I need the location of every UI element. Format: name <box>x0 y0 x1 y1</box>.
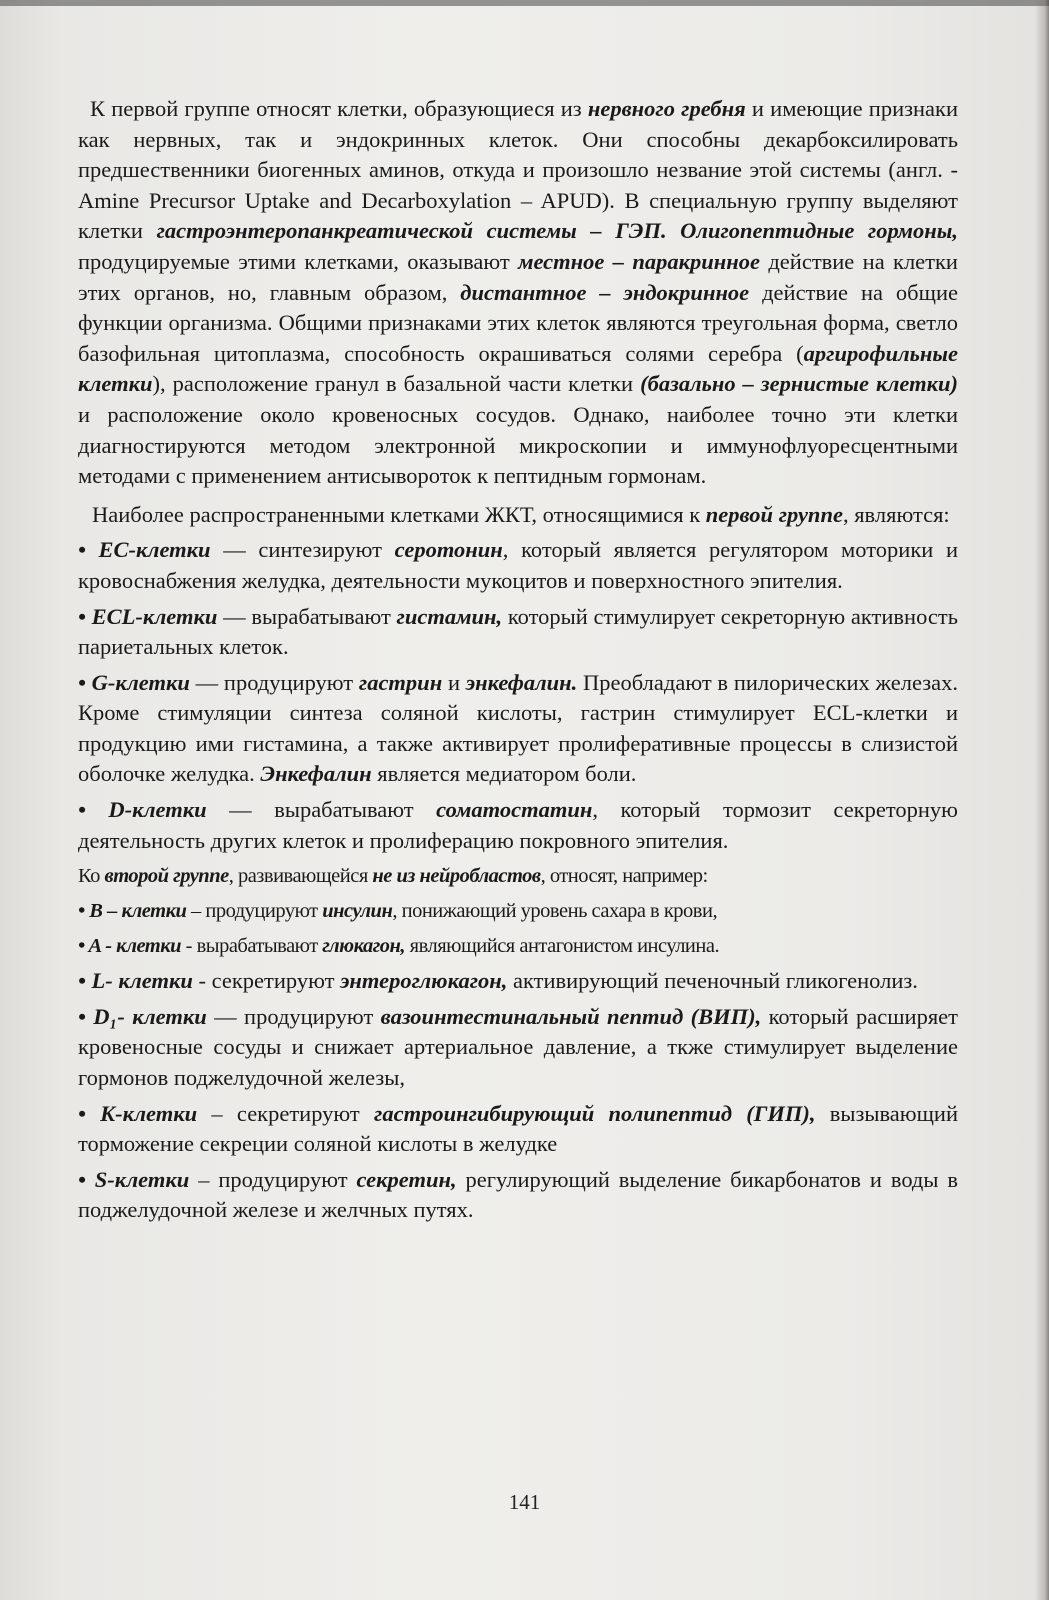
list-item-ec-cells <box>78 535 958 596</box>
list-item-name: • A - клетки <box>78 935 182 958</box>
list-item-name: • L- клетки <box>78 968 193 994</box>
list-item-text: регулирующий выделение бикарбонатов и воды в поджелудочной железе и желчных путях. <box>78 1166 958 1223</box>
list-item-a-cells <box>78 931 958 961</box>
list-item-text: — синтезируют <box>210 537 395 563</box>
list-item-term: гастрин <box>358 669 443 695</box>
group1-intro-text-2: , являются: <box>842 501 950 527</box>
intro-text-6: ), расположение гранул в базальной части клетки <box>152 371 641 397</box>
list-item-text: вызывающий торможение секреции соляной кислоты в желудке <box>78 1100 958 1157</box>
list-item-text: который расширяет кровеносные сосуды и снижает артериальное давление, а ткже стимулирует выделение гормонов поджелудочной железы, <box>78 1003 958 1091</box>
intro-term-1: нервного гребня <box>587 96 746 121</box>
list-item-text: — продуцируют <box>206 1003 381 1029</box>
list-item-term: энтероглюкагон, <box>340 968 508 994</box>
list-item-text: , который тормозит секреторную деятельность других клеток и пролиферацию покровного эпителия. <box>78 797 958 853</box>
list-item-text: — вырабатывают <box>206 797 437 823</box>
list-item-ecl-cells <box>78 602 958 663</box>
group2-intro-text-2: , развивающейся <box>228 865 373 888</box>
list-item-text: – секретируют <box>197 1100 375 1126</box>
list-item-s-cells <box>78 1165 958 1226</box>
list-item-text: – продуцируют <box>189 1166 357 1192</box>
group2-block <box>78 861 958 961</box>
list-item-name: • D₁- клетки <box>78 1003 207 1029</box>
group1-intro-text-1: Наиболее распространенными клетками ЖКТ, относящимися к <box>92 501 706 527</box>
list-item-name: • G-клетки <box>78 669 190 695</box>
list-item-name: • S-клетки <box>78 1166 190 1192</box>
list-item-b-cells <box>78 896 958 926</box>
list-item-g-cells <box>78 668 958 790</box>
page-number: 141 <box>508 1490 541 1514</box>
list-item-term: гастроингибирующий полипептид (ГИП), <box>374 1100 816 1126</box>
intro-text-1: К первой группе относят клетки, образующиеся из <box>90 96 588 121</box>
intro-term-4: дистантное – эндокринное <box>460 279 750 305</box>
list-item-text: который стимулирует секреторную активность париетальных клеток. <box>78 603 958 660</box>
group2-intro-term-2: не из нейробластов <box>372 865 541 888</box>
list-item-text: является медиатором боли. <box>371 761 637 787</box>
list-item-k-cells <box>78 1099 958 1160</box>
group1-intro-term: первой группе <box>705 501 843 527</box>
list-item-text: , понижающий уровень сахара в крови, <box>392 900 718 923</box>
intro-term-6: (базально – зернистые клетки) <box>640 371 958 397</box>
intro-text-5: действие на общие функции организма. Общими признаками этих клеток являются треугольная форма, светло базофильная цитоплазма, способность окрашиваться солями серебра ( <box>78 279 958 366</box>
list-item-d1-cells <box>78 1002 958 1094</box>
list-item-name: • ECL-клетки <box>78 603 218 629</box>
list-item-text: – продуцируют <box>186 900 323 923</box>
intro-text-3: продуцируемые этими клетками, оказывают <box>78 248 519 274</box>
list-item-text: активирующий печеночный гликогенолиз. <box>507 968 918 994</box>
list-item-text: Преобладают в пилорических железах. Кроме стимуляции синтеза соляной кислоты, гастрин стимулирует ECL-клетки и продукцию ими гистамина, а также активирует пролиферативные процессы в слизистой оболочке желудка. <box>78 669 958 787</box>
list-item-text: - секретируют <box>192 968 341 994</box>
list-item-text: и <box>442 669 466 695</box>
page-top-edge <box>0 0 1049 6</box>
list-item-text: - вырабатывают <box>181 935 323 958</box>
list-item-name: • D-клетки <box>78 797 207 823</box>
group2-intro-paragraph <box>78 861 958 891</box>
page-right-edge <box>1035 0 1049 1600</box>
intro-text-2: и имеющие признаки как нервных, так и эндокринных клеток. Они способны декарбоксилировать предшественники биогенных аминов, откуда и произошло незвание этой системы (англ. - Amine Precursor Uptake and Decarboxylation – APUD). В специальную группу выделяют клетки <box>78 96 958 244</box>
list-item-term: Энкефалин <box>260 761 372 787</box>
list-item-term: гистамин, <box>396 603 503 629</box>
group1-intro-paragraph <box>78 500 958 531</box>
list-item-term: серотонин <box>394 537 503 563</box>
list-item-name: • K-клетки <box>78 1100 198 1126</box>
list-item-name: • B – клетки <box>78 900 187 923</box>
list-item-text: являющийся антагонистом инсулина. <box>405 935 720 958</box>
list-item-term: соматостатин <box>436 797 593 823</box>
intro-term-3: местное – паракринное <box>518 248 760 274</box>
list-item-term: энкефалин. <box>465 669 578 695</box>
list-item-term: секретин, <box>356 1166 457 1192</box>
intro-text-7: и расположение около кровеносных сосудов. Однако, наиболее точно эти клетки диагностируются методом электронной микроскопии и иммунофлуоресцентными методами с применением антисывороток к пептидным гормонам. <box>78 401 958 489</box>
list-item-term: глюкагон, <box>322 935 406 958</box>
list-item-text: , который является регулятором моторики и кровоснабжения желудка, деятельности мукоцитов и поверхностного эпителия. <box>78 537 958 593</box>
list-item-text: — вырабатывают <box>217 603 397 629</box>
intro-text-4: действие на клетки этих органов, но, главным образом, <box>78 248 958 305</box>
group2-intro-text-3: , относят, например: <box>540 865 708 888</box>
list-item-name: • EC-клетки <box>78 537 211 563</box>
list-item-d-cells <box>78 795 958 856</box>
list-item-text: — продуцируют <box>189 669 359 695</box>
group2-intro-text-1: Ко <box>78 865 105 888</box>
list-item-term: инсулин <box>322 900 393 923</box>
intro-paragraph <box>78 94 958 492</box>
intro-term-2: гастроэнтеропанкреатической системы – ГЭП. Олигопептидные гормоны, <box>156 218 958 244</box>
list-item-term: вазоинтестинальный пептид (ВИП), <box>380 1003 762 1029</box>
intro-term-5: аргирофильные клетки <box>78 340 958 397</box>
list-item-l-cells <box>78 966 958 997</box>
text-block <box>78 94 958 1226</box>
group2-intro-term-1: второй группе <box>104 865 229 888</box>
